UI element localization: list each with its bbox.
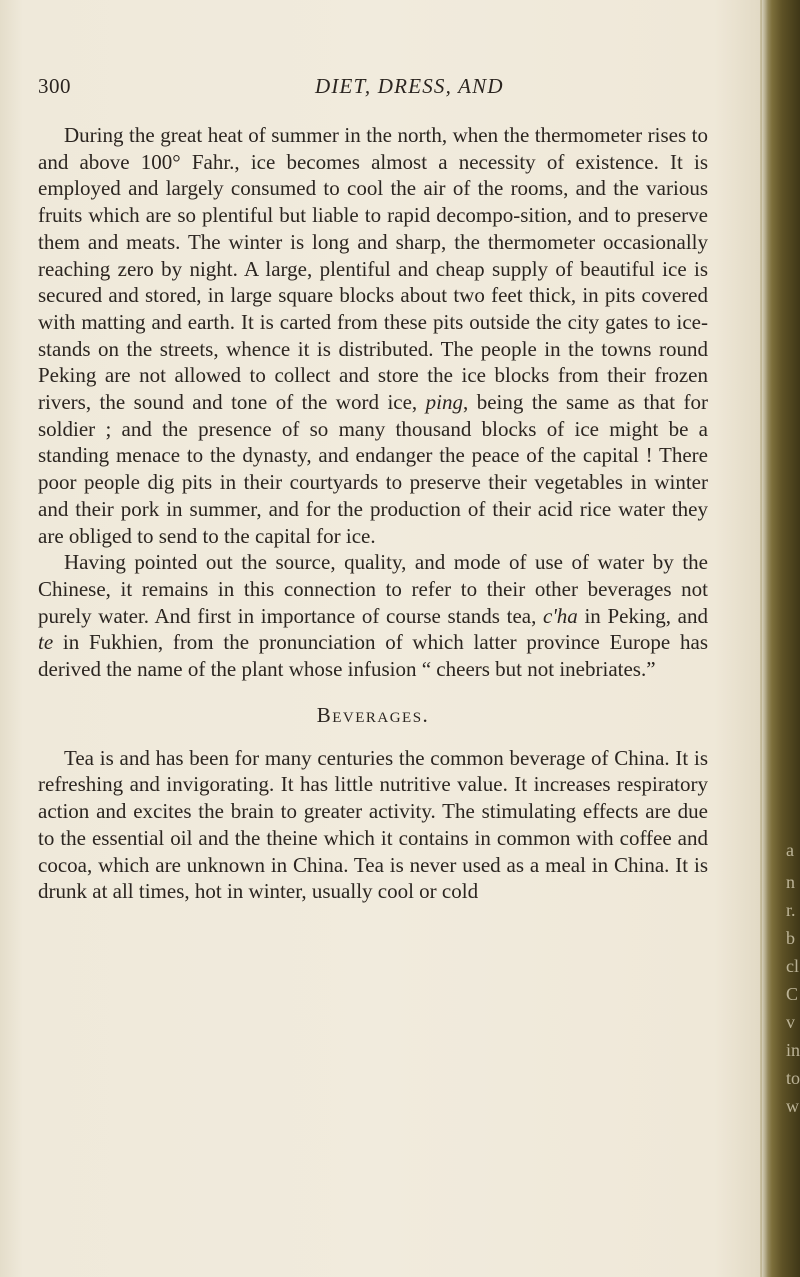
paragraph-ice-text-1: During the great heat of summer in the north, when the thermometer rises to and above 100° Fahr., ice becomes almost a necessity of existence. It is employed and largely consumed to cool the air of the rooms, and the various fruits which are so plentiful but liable to rapid decompo-sition, and to preserve them and meats. The winter is long and sharp, the thermometer occasionally reaching zero by night. A large, plentiful and cheap supply of beautiful ice is secured and stored, in large square blocks about two feet thick, in pits covered with matting and earth. It is carted from these pits outside the city gates to ice-stands on the streets, whence it is distributed. The people in the towns round Peking are not allowed to collect and store the ice blocks from their frozen rivers, the sound and tone of the word ice, [38, 123, 708, 415]
facing-page-fragment: cl [786, 956, 799, 976]
facing-page-fragment: n [786, 872, 795, 892]
paragraph-tea-text-2: in Peking, and [577, 603, 708, 628]
paragraph-ice-text-2: , being the same as that for soldier ; and the presence of so many thousand blocks of ice might be a standing menace to the dynasty, and endanger the peace of the capital ! There poor people dig pits in their courtyards to preserve their vegetables in winter and their pork in summer, and for the production of their acid rice water they are obliged to send to the capital for ice. [38, 390, 708, 548]
facing-page-fragment: C [786, 984, 799, 1004]
facing-page-fragment: a [786, 840, 794, 860]
running-title: DIET, DRESS, AND [315, 74, 504, 98]
italic-term-cha: c'ha [543, 603, 578, 628]
paragraph-tea-text-1: Having pointed out the source, quality, and mode of use of water by the Chinese, it remains in this connection to refer to their other beverages not purely water. And first in importance of course stands tea, [38, 550, 708, 628]
italic-term-ping: ping [425, 390, 463, 415]
facing-page-fragment: to [786, 1068, 800, 1088]
gutter-highlight [762, 0, 768, 1277]
facing-page-fragment: v [786, 1012, 795, 1032]
page-number: 300 [38, 74, 71, 98]
facing-page-fragment: b [786, 928, 795, 948]
page-header [38, 74, 708, 108]
paragraph-ice [38, 122, 708, 549]
paragraph-beverages: Tea is and has been for many centuries the common beverage of China. It is refreshing and invigorating. It has little nutritive value. It increases respiratory action and excites the brain to greater activity. The stimulating effects are due to the essential oil and the theine which it contains in common with coffee and cocoa, which are unknown in China. Tea is never used as a meal in China. It is drunk at all times, hot in winter, usually cool or cold [38, 745, 708, 904]
facing-page-fragment: r. [786, 900, 796, 920]
facing-page-fragment: in [786, 1040, 800, 1060]
paragraph-tea-text-3: in Fukhien, from the pronunciation of which latter province Europe has derived the name of the plant whose infusion “ cheers but not inebriates.” [38, 630, 708, 682]
paragraph-tea-intro [38, 549, 708, 683]
facing-page-fragment: w [786, 1096, 799, 1116]
section-heading-beverages: Beverages. [316, 702, 430, 727]
italic-term-te: te [38, 630, 54, 655]
body-text [38, 122, 708, 905]
